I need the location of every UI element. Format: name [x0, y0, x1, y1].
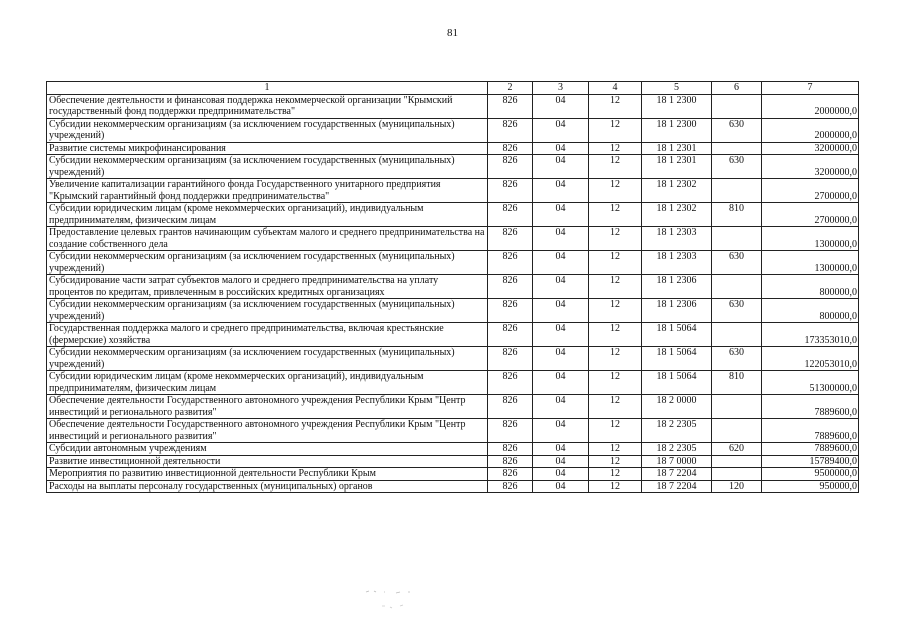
row-code-3: 04	[533, 395, 589, 419]
row-description: Субсидии некоммерческим организациям (за исключением государственных (муниципальных) учреждений)	[47, 155, 488, 179]
row-code-6: 620	[712, 443, 762, 456]
row-code-4: 12	[589, 395, 642, 419]
row-description: Мероприятия по развитию инвестиционной деятельности Республики Крым	[47, 468, 488, 481]
row-code-3: 04	[533, 155, 589, 179]
table-row	[47, 395, 859, 419]
row-description: Государственная поддержка малого и среднего предпринимательства, включая крестьянские (фермерские) хозяйства	[47, 323, 488, 347]
table-row	[47, 468, 859, 481]
row-code-2: 826	[488, 323, 533, 347]
row-code-4: 12	[589, 155, 642, 179]
row-code-6	[712, 227, 762, 251]
row-code-2: 826	[488, 468, 533, 481]
row-code-2: 826	[488, 347, 533, 371]
row-code-3: 04	[533, 480, 589, 493]
row-code-6	[712, 395, 762, 419]
row-code-5: 18 1 2300	[642, 94, 712, 118]
row-code-2: 826	[488, 275, 533, 299]
row-code-3: 04	[533, 323, 589, 347]
row-code-2: 826	[488, 251, 533, 275]
row-code-6	[712, 179, 762, 203]
row-code-6	[712, 94, 762, 118]
row-amount: 2700000,0	[762, 179, 859, 203]
row-code-5: 18 1 5064	[642, 347, 712, 371]
row-code-5: 18 1 2302	[642, 203, 712, 227]
row-code-6: 630	[712, 251, 762, 275]
row-amount: 173353010,0	[762, 323, 859, 347]
table-row	[47, 155, 859, 179]
row-code-5: 18 1 2301	[642, 142, 712, 155]
row-code-4: 12	[589, 468, 642, 481]
column-header: 3	[533, 82, 589, 95]
row-code-5: 18 1 5064	[642, 371, 712, 395]
row-code-5: 18 7 2204	[642, 468, 712, 481]
table-row	[47, 371, 859, 395]
table-row	[47, 203, 859, 227]
table-row	[47, 275, 859, 299]
row-code-2: 826	[488, 480, 533, 493]
row-code-2: 826	[488, 203, 533, 227]
column-header: 6	[712, 82, 762, 95]
table-row	[47, 251, 859, 275]
row-amount: 7889600,0	[762, 395, 859, 419]
row-code-6	[712, 323, 762, 347]
row-code-3: 04	[533, 299, 589, 323]
row-amount: 2000000,0	[762, 118, 859, 142]
row-code-6	[712, 468, 762, 481]
row-amount: 1300000,0	[762, 227, 859, 251]
row-code-4: 12	[589, 480, 642, 493]
row-code-5: 18 1 2306	[642, 299, 712, 323]
table-row	[47, 299, 859, 323]
row-code-4: 12	[589, 227, 642, 251]
row-code-5: 18 2 2305	[642, 419, 712, 443]
table-row	[47, 179, 859, 203]
row-code-2: 826	[488, 227, 533, 251]
row-description: Обеспечение деятельности Государственного автономного учреждения Республики Крым "Центр инвестиций и регионального развития"	[47, 395, 488, 419]
row-code-4: 12	[589, 323, 642, 347]
row-amount: 3200000,0	[762, 142, 859, 155]
row-code-6: 630	[712, 155, 762, 179]
table-row	[47, 118, 859, 142]
row-code-2: 826	[488, 155, 533, 179]
row-code-6	[712, 455, 762, 468]
row-description: Субсидии некоммерческим организациям (за исключением государственных (муниципальных) учреждений)	[47, 299, 488, 323]
page-number: 81	[447, 27, 458, 39]
table-row	[47, 347, 859, 371]
column-header: 1	[47, 82, 488, 95]
row-code-6: 630	[712, 118, 762, 142]
row-code-4: 12	[589, 371, 642, 395]
row-description: Субсидии некоммерческим организациям (за исключением государственных (муниципальных) учреждений)	[47, 251, 488, 275]
table-row	[47, 443, 859, 456]
row-code-5: 18 2 0000	[642, 395, 712, 419]
row-code-3: 04	[533, 275, 589, 299]
row-amount: 2700000,0	[762, 203, 859, 227]
row-code-3: 04	[533, 118, 589, 142]
table-header-row	[47, 82, 859, 95]
row-code-3: 04	[533, 347, 589, 371]
row-code-3: 04	[533, 227, 589, 251]
row-code-2: 826	[488, 443, 533, 456]
row-code-2: 826	[488, 419, 533, 443]
table-row	[47, 142, 859, 155]
row-code-4: 12	[589, 455, 642, 468]
table-row	[47, 419, 859, 443]
row-description: Субсидии некоммерческим организациям (за исключением государственных (муниципальных) учреждений)	[47, 118, 488, 142]
column-header: 7	[762, 82, 859, 95]
row-code-2: 826	[488, 299, 533, 323]
row-description: Предоставление целевых грантов начинающим субъектам малого и среднего предпринимательства на создание собственного дела	[47, 227, 488, 251]
row-description: Развитие системы микрофинансирования	[47, 142, 488, 155]
row-code-3: 04	[533, 419, 589, 443]
row-code-6: 120	[712, 480, 762, 493]
row-description: Обеспечение деятельности и финансовая поддержка некоммерческой организации "Крымский государственный фонд поддержки предпринимательства"	[47, 94, 488, 118]
row-code-5: 18 7 2204	[642, 480, 712, 493]
row-code-2: 826	[488, 179, 533, 203]
row-description: Увеличение капитализации гарантийного фонда Государственного унитарного предприятия "Крымский гарантийный фонд поддержки предпринимательства"	[47, 179, 488, 203]
row-code-3: 04	[533, 455, 589, 468]
row-code-5: 18 1 2306	[642, 275, 712, 299]
row-code-5: 18 2 2305	[642, 443, 712, 456]
row-code-3: 04	[533, 142, 589, 155]
row-code-2: 826	[488, 455, 533, 468]
column-header: 4	[589, 82, 642, 95]
row-code-5: 18 7 0000	[642, 455, 712, 468]
row-amount: 1300000,0	[762, 251, 859, 275]
row-code-4: 12	[589, 118, 642, 142]
row-code-3: 04	[533, 179, 589, 203]
row-code-3: 04	[533, 203, 589, 227]
row-code-4: 12	[589, 179, 642, 203]
row-description: Расходы на выплаты персоналу государственных (муниципальных) органов	[47, 480, 488, 493]
row-code-5: 18 1 2303	[642, 227, 712, 251]
row-code-6	[712, 419, 762, 443]
row-code-3: 04	[533, 443, 589, 456]
row-description: Развитие инвестиционной деятельности	[47, 455, 488, 468]
row-description: Обеспечение деятельности Государственного автономного учреждения Республики Крым "Центр инвестиций и регионального развития"	[47, 419, 488, 443]
row-code-3: 04	[533, 94, 589, 118]
row-amount: 2000000,0	[762, 94, 859, 118]
table-row	[47, 323, 859, 347]
row-code-5: 18 1 5064	[642, 323, 712, 347]
column-header: 5	[642, 82, 712, 95]
row-code-4: 12	[589, 142, 642, 155]
row-code-2: 826	[488, 371, 533, 395]
row-code-5: 18 1 2303	[642, 251, 712, 275]
row-amount: 7889600,0	[762, 419, 859, 443]
row-code-4: 12	[589, 251, 642, 275]
row-code-5: 18 1 2302	[642, 179, 712, 203]
table-row	[47, 94, 859, 118]
row-code-2: 826	[488, 118, 533, 142]
row-amount: 122053010,0	[762, 347, 859, 371]
row-description: Субсидии юридическим лицам (кроме некоммерческих организаций), индивидуальным предпринимателям, физическим лицам	[47, 371, 488, 395]
row-code-2: 826	[488, 395, 533, 419]
row-code-4: 12	[589, 94, 642, 118]
row-code-6	[712, 142, 762, 155]
row-amount: 3200000,0	[762, 155, 859, 179]
row-amount: 9500000,0	[762, 468, 859, 481]
table-row	[47, 480, 859, 493]
table-row	[47, 455, 859, 468]
row-description: Субсидии некоммерческим организациям (за исключением государственных (муниципальных) учреждений)	[47, 347, 488, 371]
row-code-3: 04	[533, 251, 589, 275]
row-code-3: 04	[533, 468, 589, 481]
row-code-4: 12	[589, 275, 642, 299]
row-code-4: 12	[589, 347, 642, 371]
row-code-6	[712, 275, 762, 299]
row-amount: 950000,0	[762, 480, 859, 493]
row-amount: 7889600,0	[762, 443, 859, 456]
row-amount: 800000,0	[762, 299, 859, 323]
row-code-5: 18 1 2300	[642, 118, 712, 142]
row-description: Субсидирование части затрат субъектов малого и среднего предпринимательства на уплату процентов по кредитам, привлеченным в российских кредитных организациях	[47, 275, 488, 299]
row-code-5: 18 1 2301	[642, 155, 712, 179]
row-amount: 51300000,0	[762, 371, 859, 395]
row-code-6: 810	[712, 203, 762, 227]
row-code-4: 12	[589, 203, 642, 227]
row-code-6: 630	[712, 347, 762, 371]
row-description: Субсидии юридическим лицам (кроме некоммерческих организаций), индивидуальным предпринимателям, физическим лицам	[47, 203, 488, 227]
row-code-6: 630	[712, 299, 762, 323]
row-code-6: 810	[712, 371, 762, 395]
row-code-2: 826	[488, 94, 533, 118]
row-code-4: 12	[589, 299, 642, 323]
budget-table	[46, 81, 859, 493]
table-row	[47, 227, 859, 251]
pencil-marks	[360, 586, 440, 616]
row-amount: 15789400,0	[762, 455, 859, 468]
row-code-2: 826	[488, 142, 533, 155]
row-code-3: 04	[533, 371, 589, 395]
row-amount: 800000,0	[762, 275, 859, 299]
row-description: Субсидии автономным учреждениям	[47, 443, 488, 456]
row-code-4: 12	[589, 419, 642, 443]
column-header: 2	[488, 82, 533, 95]
row-code-4: 12	[589, 443, 642, 456]
